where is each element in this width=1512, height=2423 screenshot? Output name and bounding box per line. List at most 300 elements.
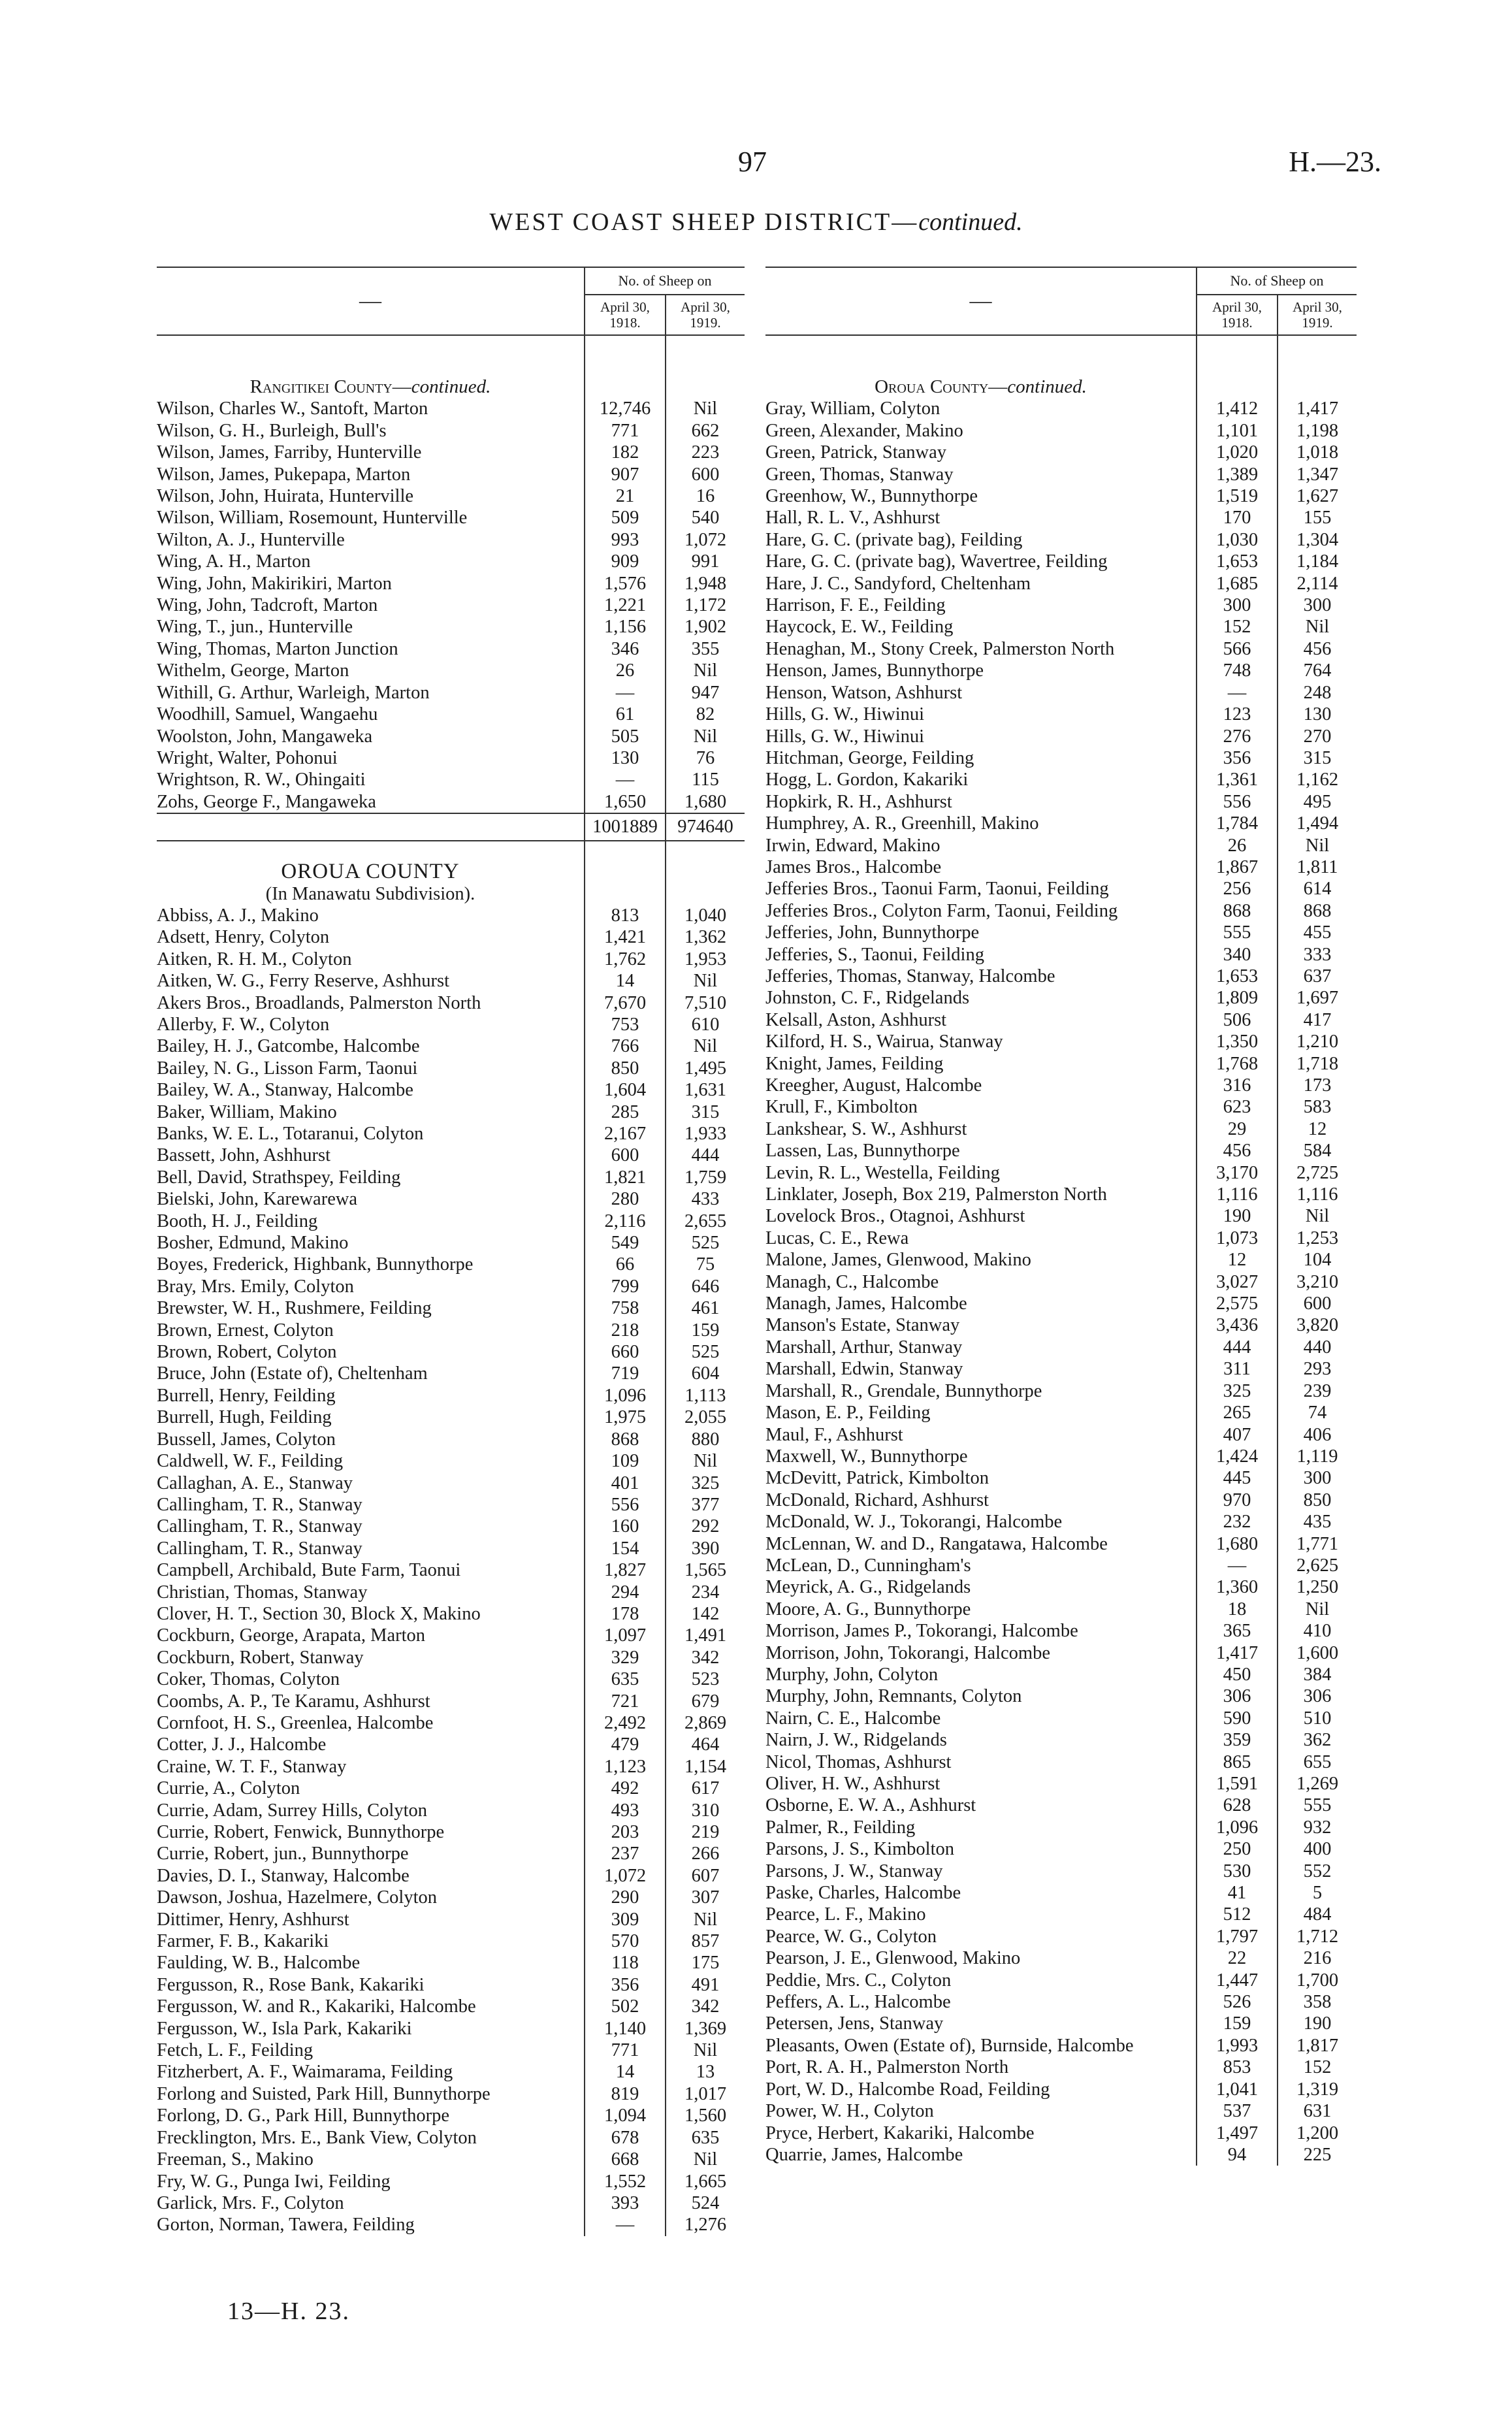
sheep-1918: 502 xyxy=(585,1996,666,2017)
sheep-1919: 155 xyxy=(1278,507,1357,529)
sheep-1918: 237 xyxy=(585,1843,666,1864)
sheep-1918: 1,156 xyxy=(585,616,666,638)
table-row xyxy=(157,1320,745,1341)
table-row xyxy=(765,1970,1357,1991)
table-row xyxy=(157,1450,745,1472)
table-row xyxy=(765,442,1357,463)
table-row xyxy=(765,485,1357,507)
sheep-1919: 3,820 xyxy=(1278,1314,1357,1336)
sheep-1919: Nil xyxy=(1278,616,1357,638)
county-heading-oroua: OROUA COUNTY xyxy=(281,860,460,883)
sheep-1919: 1,172 xyxy=(666,594,745,616)
table-row xyxy=(765,551,1357,572)
table-row xyxy=(765,1293,1357,1314)
table-row xyxy=(765,398,1357,419)
table-row xyxy=(765,2035,1357,2057)
sheep-1919: 631 xyxy=(1278,2100,1357,2122)
entry-name: Pleasants, Owen (Estate of), Burnside, Halcombe xyxy=(765,2035,1134,2056)
entry-name: Bailey, W. A., Stanway, Halcombe xyxy=(157,1080,413,1101)
table-row xyxy=(765,1817,1357,1838)
sheep-1918: — xyxy=(585,682,666,704)
sheep-1919: 333 xyxy=(1278,944,1357,966)
sheep-1919: 1,953 xyxy=(666,949,745,970)
table-row xyxy=(157,949,745,970)
sheep-1919: 406 xyxy=(1278,1424,1357,1446)
entry-name: Fetch, L. F., Feilding xyxy=(157,2040,314,2061)
entry-name: McLean, D., Cunningham's xyxy=(765,1555,971,1576)
sheep-1918: 1,116 xyxy=(1197,1184,1278,1205)
sheep-1919: 1,184 xyxy=(1278,551,1357,572)
header-group: No. of Sheep on xyxy=(1197,267,1357,295)
table-row xyxy=(157,1538,745,1559)
entry-name: Dittimer, Henry, Ashhurst xyxy=(157,1909,349,1930)
table-row xyxy=(765,1904,1357,1925)
sheep-1918: 1,073 xyxy=(1197,1228,1278,1249)
sheep-1918: 753 xyxy=(585,1014,666,1035)
sheep-1918: 1,360 xyxy=(1197,1576,1278,1598)
table-row xyxy=(765,704,1357,725)
sheep-1919: 1,319 xyxy=(1278,2079,1357,2100)
entry-name: Pryce, Herbert, Kakariki, Halcombe xyxy=(765,2122,1035,2143)
sheep-1919: 1,759 xyxy=(666,1167,745,1188)
sheep-1919: 635 xyxy=(666,2127,745,2149)
entry-name: Callingham, T. R., Stanway xyxy=(157,1538,362,1559)
sheep-1918: 909 xyxy=(585,551,666,572)
entry-name: Craine, W. T. F., Stanway xyxy=(157,1756,347,1777)
entry-name: Port, R. A. H., Palmerston North xyxy=(765,2057,1009,2078)
entry-name: Marshall, Edwin, Stanway xyxy=(765,1359,963,1380)
header-year-1919: April 30, 1919. xyxy=(666,295,745,335)
entry-name: Harrison, F. E., Feilding xyxy=(765,595,946,616)
sheep-1918: 1,576 xyxy=(585,573,666,594)
sheep-1919: 1,948 xyxy=(666,573,745,594)
sheep-1919: 764 xyxy=(1278,660,1357,681)
entry-name: Wing, A. H., Marton xyxy=(157,551,311,572)
sheep-1918: 537 xyxy=(1197,2100,1278,2122)
table-row xyxy=(765,944,1357,966)
entry-name: Adsett, Henry, Colyton xyxy=(157,927,330,948)
table-row xyxy=(157,1079,745,1101)
entry-name: Clover, H. T., Section 30, Block X, Makino xyxy=(157,1603,481,1624)
entry-name: Hogg, L. Gordon, Kakariki xyxy=(765,770,969,790)
sheep-1918: 1,389 xyxy=(1197,464,1278,485)
table-row xyxy=(765,1708,1357,1729)
sheep-1918: 294 xyxy=(585,1582,666,1603)
entry-name: Fergusson, W., Isla Park, Kakariki xyxy=(157,2018,412,2039)
sheep-1918: 868 xyxy=(1197,900,1278,922)
entry-name: Marshall, Arthur, Stanway xyxy=(765,1337,963,1358)
table-row xyxy=(157,507,745,529)
sheep-1919: 525 xyxy=(666,1232,745,1254)
table-row xyxy=(157,2083,745,2105)
sheep-1918: 290 xyxy=(585,1887,666,1908)
table-row xyxy=(765,1576,1357,1598)
sheep-1919: 617 xyxy=(666,1778,745,1799)
sheep-1919: 13 xyxy=(666,2061,745,2083)
sheep-1919: 362 xyxy=(1278,1729,1357,1751)
entry-name: Parsons, J. S., Kimbolton xyxy=(765,1839,954,1860)
entry-name: Baker, William, Makino xyxy=(157,1101,337,1122)
page-number: 97 xyxy=(738,146,767,178)
table-body xyxy=(157,335,745,2236)
sheep-1919: 1,560 xyxy=(666,2105,745,2126)
sheep-1919: 104 xyxy=(1278,1249,1357,1271)
table-row xyxy=(157,682,745,704)
sheep-1918: 1,417 xyxy=(1197,1642,1278,1664)
sheep-1919: 600 xyxy=(666,464,745,485)
table-row xyxy=(765,1926,1357,1947)
sheep-1919: 2,055 xyxy=(666,1407,745,1428)
table-row xyxy=(157,2192,745,2214)
table-row xyxy=(157,1821,745,1843)
table-row xyxy=(765,1555,1357,1576)
sheep-1919: 524 xyxy=(666,2192,745,2214)
entry-name: Frecklington, Mrs. E., Bank View, Colyton xyxy=(157,2127,477,2148)
entry-name: Boyes, Frederick, Highbank, Bunnythorpe xyxy=(157,1254,474,1275)
sheep-1918: 799 xyxy=(585,1276,666,1297)
sheep-1918: 1,123 xyxy=(585,1756,666,1778)
table-row xyxy=(157,791,745,813)
sheep-1918: — xyxy=(1197,682,1278,704)
sheep-1918: 850 xyxy=(585,1058,666,1079)
sheep-1919: 342 xyxy=(666,1647,745,1668)
sheep-1918: 118 xyxy=(585,1952,666,1974)
entry-name: Bailey, H. J., Gatcombe, Halcombe xyxy=(157,1036,420,1057)
sheep-1919: 142 xyxy=(666,1603,745,1625)
table-row xyxy=(765,1424,1357,1446)
table-row xyxy=(765,1991,1357,2013)
sheep-1919: Nil xyxy=(666,660,745,681)
table-row xyxy=(765,966,1357,987)
sheep-1919: 75 xyxy=(666,1254,745,1275)
sheep-1918: 256 xyxy=(1197,878,1278,900)
sheep-1918: 300 xyxy=(1197,594,1278,616)
table-row xyxy=(765,1402,1357,1423)
table-row xyxy=(765,878,1357,900)
sheep-1918: 41 xyxy=(1197,1882,1278,1904)
header-year-1918: April 30, 1918. xyxy=(1197,295,1278,335)
table-body xyxy=(765,335,1357,2166)
sheep-1918: 152 xyxy=(1197,616,1278,638)
sheep-1918: 456 xyxy=(1197,1140,1278,1162)
sheep-1919: 223 xyxy=(666,442,745,463)
sheep-1919: 461 xyxy=(666,1297,745,1319)
table-row xyxy=(157,1800,745,1821)
sheep-1918: 566 xyxy=(1197,638,1278,660)
entry-name: Aitken, R. H. M., Colyton xyxy=(157,949,352,969)
entry-name: Currie, Adam, Surrey Hills, Colyton xyxy=(157,1800,428,1821)
table-row xyxy=(157,1603,745,1625)
sheep-1919: 410 xyxy=(1278,1620,1357,1642)
entry-name: Jefferies, Thomas, Stanway, Halcombe xyxy=(765,966,1055,986)
sheep-1918: 668 xyxy=(585,2149,666,2170)
sheep-1919: 435 xyxy=(1278,1511,1357,1533)
entry-name: Wilton, A. J., Hunterville xyxy=(157,529,345,550)
sheep-1918: 721 xyxy=(585,1691,666,1712)
table-row xyxy=(765,2079,1357,2100)
sheep-1918: 359 xyxy=(1197,1729,1278,1751)
entry-name: Wilson, James, Farriby, Hunterville xyxy=(157,442,422,463)
table-row xyxy=(765,638,1357,660)
table-row xyxy=(765,1947,1357,1969)
entry-name: Faulding, W. B., Halcombe xyxy=(157,1953,361,1974)
sheep-1919: 433 xyxy=(666,1188,745,1210)
sheep-1919: 491 xyxy=(666,1974,745,1996)
table-row xyxy=(157,442,745,463)
entry-name: Garlick, Mrs. F., Colyton xyxy=(157,2192,344,2213)
table-row xyxy=(765,1337,1357,1358)
table-row xyxy=(157,2171,745,2192)
sheep-1918: 365 xyxy=(1197,1620,1278,1642)
table-row xyxy=(157,1363,745,1384)
sheep-1918: 678 xyxy=(585,2127,666,2149)
sheep-1919: 610 xyxy=(666,1014,745,1035)
table-row xyxy=(765,2122,1357,2144)
table-row xyxy=(157,1472,745,1494)
entry-name: James Bros., Halcombe xyxy=(765,856,942,877)
sheep-1918: 748 xyxy=(1197,660,1278,681)
entry-name: Nairn, J. W., Ridgelands xyxy=(765,1730,947,1751)
sheep-table-left xyxy=(157,267,745,2236)
sheep-1919: 1,902 xyxy=(666,616,745,638)
sheep-1918: 1,101 xyxy=(1197,420,1278,442)
table-row xyxy=(765,529,1357,551)
entry-name: Humphrey, A. R., Greenhill, Makino xyxy=(765,813,1039,834)
sheep-1919: Nil xyxy=(666,2149,745,2170)
entry-name: Malone, James, Glenwood, Makino xyxy=(765,1250,1031,1271)
total-1918: 1001889 xyxy=(585,813,666,841)
sheep-1918: 218 xyxy=(585,1320,666,1341)
sheep-1918: 109 xyxy=(585,1450,666,1472)
entry-name: Hills, G. W., Hiwinui xyxy=(765,704,925,725)
sheep-1919: 662 xyxy=(666,420,745,442)
table-row xyxy=(157,1778,745,1799)
sheep-1918: 1,685 xyxy=(1197,573,1278,594)
entry-name: Henson, Watson, Ashhurst xyxy=(765,682,963,703)
sheep-1919: 1,417 xyxy=(1278,398,1357,419)
entry-name: Peddie, Mrs. C., Colyton xyxy=(765,1970,952,1991)
sheep-1918: 160 xyxy=(585,1516,666,1537)
sheep-1919: 1,018 xyxy=(1278,442,1357,463)
sheep-1919: 355 xyxy=(666,638,745,660)
sheep-1919: 1,250 xyxy=(1278,1576,1357,1598)
table-row xyxy=(157,1516,745,1537)
sheep-1919: 16 xyxy=(666,485,745,507)
table-row xyxy=(157,1429,745,1450)
sheep-1918: 512 xyxy=(1197,1904,1278,1925)
table-row xyxy=(157,1254,745,1275)
sheep-1919: 310 xyxy=(666,1800,745,1821)
sheep-1919: 607 xyxy=(666,1865,745,1887)
sheep-1918: 1,680 xyxy=(1197,1533,1278,1555)
sheep-1918: 18 xyxy=(1197,1599,1278,1620)
entry-name: Wing, T., jun., Hunterville xyxy=(157,617,353,638)
table-row xyxy=(765,1140,1357,1162)
sheep-1918: 12 xyxy=(1197,1249,1278,1271)
sheep-1918: 628 xyxy=(1197,1795,1278,1816)
entry-name: Nairn, C. E., Halcombe xyxy=(765,1708,941,1729)
sheep-1918: 970 xyxy=(1197,1489,1278,1511)
sheep-1918: 401 xyxy=(585,1472,666,1494)
sheep-1918: 265 xyxy=(1197,1402,1278,1423)
entry-name: McDonald, Richard, Ashhurst xyxy=(765,1489,989,1510)
sheep-1918: 1,041 xyxy=(1197,2079,1278,2100)
table-row xyxy=(765,1184,1357,1205)
sheep-1919: 868 xyxy=(1278,900,1357,922)
subdivision-label: (In Manawatu Subdivision). xyxy=(265,883,475,904)
sheep-1918: 1,591 xyxy=(1197,1773,1278,1795)
table-row xyxy=(157,1582,745,1603)
sheep-1919: Nil xyxy=(1278,1599,1357,1620)
sheep-1918: 316 xyxy=(1197,1075,1278,1096)
entry-name: Marshall, R., Grendale, Bunnythorpe xyxy=(765,1380,1042,1401)
sheep-1918: 1,821 xyxy=(585,1167,666,1188)
sheep-1919: 175 xyxy=(666,1952,745,1974)
sheep-1918: 479 xyxy=(585,1734,666,1755)
sheep-1919: 115 xyxy=(666,769,745,790)
sheep-1919: 292 xyxy=(666,1516,745,1537)
table-row xyxy=(157,1909,745,1930)
sheep-1919: 1,627 xyxy=(1278,485,1357,507)
sheep-1919: 384 xyxy=(1278,1664,1357,1685)
sheep-1918: 526 xyxy=(1197,1991,1278,2013)
table-row xyxy=(157,1887,745,1908)
table-row xyxy=(765,1118,1357,1140)
table-row xyxy=(157,1494,745,1516)
sheep-1919: 74 xyxy=(1278,1402,1357,1423)
table-row xyxy=(765,1053,1357,1075)
entry-name: Akers Bros., Broadlands, Palmerston North xyxy=(157,992,481,1013)
sheep-1918: 445 xyxy=(1197,1467,1278,1489)
entry-name: Pearce, L. F., Makino xyxy=(765,1904,926,1925)
sheep-1919: 583 xyxy=(1278,1096,1357,1118)
table-row xyxy=(765,464,1357,485)
entry-name: Hitchman, George, Feilding xyxy=(765,747,974,768)
sheep-1919: Nil xyxy=(1278,835,1357,856)
sheep-1919: 523 xyxy=(666,1668,745,1690)
sheep-1918: 1,552 xyxy=(585,2171,666,2192)
sheep-1918: 1,768 xyxy=(1197,1053,1278,1075)
entry-name: Davies, D. I., Stanway, Halcombe xyxy=(157,1865,410,1886)
table-row xyxy=(765,1031,1357,1052)
sheep-1918: 1,653 xyxy=(1197,551,1278,572)
sheep-1918: 325 xyxy=(1197,1380,1278,1402)
entry-name: Murphy, John, Colyton xyxy=(765,1664,939,1685)
entry-name: Bussell, James, Colyton xyxy=(157,1429,336,1450)
entry-name: Green, Patrick, Stanway xyxy=(765,442,946,463)
entry-name: Fergusson, W. and R., Kakariki, Halcombe xyxy=(157,1996,476,2017)
sheep-1919: 239 xyxy=(1278,1380,1357,1402)
entry-name: Lassen, Las, Bunnythorpe xyxy=(765,1141,960,1162)
entry-name: Wing, Thomas, Marton Junction xyxy=(157,638,398,659)
sheep-1919: 614 xyxy=(1278,878,1357,900)
sheep-1918: 94 xyxy=(1197,2144,1278,2166)
sheep-1918: 1,412 xyxy=(1197,398,1278,419)
entry-name: Wilson, James, Pukepapa, Marton xyxy=(157,464,411,485)
table-row xyxy=(765,1685,1357,1707)
header-group: No. of Sheep on xyxy=(585,267,745,295)
sheep-1918: 3,170 xyxy=(1197,1162,1278,1184)
table-row xyxy=(765,1599,1357,1620)
entry-name: Zohs, George F., Mangaweka xyxy=(157,791,376,812)
sheep-1919: 857 xyxy=(666,1930,745,1952)
sheep-1918: 766 xyxy=(585,1035,666,1057)
entry-name: Currie, Robert, jun., Bunnythorpe xyxy=(157,1844,409,1864)
header-year-1919: April 30, 1919. xyxy=(1278,295,1357,335)
entry-name: McDonald, W. J., Tokorangi, Halcombe xyxy=(765,1512,1063,1533)
entry-name: Campbell, Archibald, Bute Farm, Taonui xyxy=(157,1560,461,1581)
sheep-1918: 549 xyxy=(585,1232,666,1254)
sheep-1918: 590 xyxy=(1197,1708,1278,1729)
entry-name: Levin, R. L., Westella, Feilding xyxy=(765,1162,1000,1183)
entry-name: Withelm, George, Marton xyxy=(157,660,349,681)
table-row xyxy=(765,1882,1357,1904)
table-row xyxy=(765,856,1357,878)
entry-name: Linklater, Joseph, Box 219, Palmerston North xyxy=(765,1184,1107,1205)
sheep-1918: 12,746 xyxy=(585,398,666,419)
entry-name: Bielski, John, Karewarewa xyxy=(157,1189,358,1210)
table-row xyxy=(765,594,1357,616)
sheep-1918: 340 xyxy=(1197,944,1278,966)
table-row xyxy=(765,987,1357,1009)
entry-name: Moore, A. G., Bunnythorpe xyxy=(765,1599,971,1619)
sheep-1918: 2,492 xyxy=(585,1712,666,1734)
sheep-1919: 1,113 xyxy=(666,1385,745,1407)
entry-name: Burrell, Hugh, Feilding xyxy=(157,1407,332,1428)
entry-name: Fitzherbert, A. F., Waimarama, Feilding xyxy=(157,2062,453,2083)
sheep-1919: 510 xyxy=(1278,1708,1357,1729)
table-row xyxy=(765,1205,1357,1227)
sheep-1919: 300 xyxy=(1278,594,1357,616)
entry-name: McDevitt, Patrick, Kimbolton xyxy=(765,1468,989,1489)
table-row xyxy=(157,2040,745,2061)
entry-name: Coombs, A. P., Te Karamu, Ashhurst xyxy=(157,1691,430,1712)
entry-name: Wilson, William, Rosemount, Hunterville xyxy=(157,508,468,529)
entry-name: Callingham, T. R., Stanway xyxy=(157,1516,362,1537)
entry-name: Forlong, D. G., Park Hill, Bunnythorpe xyxy=(157,2106,450,2126)
sheep-1919: 646 xyxy=(666,1276,745,1297)
table-row xyxy=(765,420,1357,442)
sheep-1919: 1,347 xyxy=(1278,464,1357,485)
sheep-1919: 600 xyxy=(1278,1293,1357,1314)
table-row xyxy=(765,1751,1357,1773)
sheep-1919: 1,933 xyxy=(666,1123,745,1145)
sheep-1918: 190 xyxy=(1197,1205,1278,1227)
table-row xyxy=(157,573,745,594)
table-row xyxy=(765,900,1357,922)
entry-name: Kilford, H. S., Wairua, Stanway xyxy=(765,1032,1003,1052)
entry-name: Wilson, John, Huirata, Hunterville xyxy=(157,486,414,507)
sheep-1918: 771 xyxy=(585,420,666,442)
left-column xyxy=(157,267,745,2236)
sheep-1918: 600 xyxy=(585,1145,666,1166)
sheep-1918: 14 xyxy=(585,2061,666,2083)
entry-name: Hare, J. C., Sandyford, Cheltenham xyxy=(765,573,1031,594)
entry-name: Brown, Robert, Colyton xyxy=(157,1342,337,1363)
entry-name: Nicol, Thomas, Ashhurst xyxy=(765,1751,952,1772)
sheep-1919: 655 xyxy=(1278,1751,1357,1773)
sheep-1919: 1,491 xyxy=(666,1625,745,1646)
sheep-1919: 358 xyxy=(1278,1991,1357,2013)
table-row xyxy=(157,1211,745,1232)
table-row xyxy=(157,1101,745,1123)
sheep-1919: 293 xyxy=(1278,1358,1357,1380)
table-row xyxy=(157,464,745,485)
sheep-1919: 306 xyxy=(1278,1685,1357,1707)
sheep-1919: 1,116 xyxy=(1278,1184,1357,1205)
table-row xyxy=(765,835,1357,856)
sheep-1918: 1,097 xyxy=(585,1625,666,1646)
